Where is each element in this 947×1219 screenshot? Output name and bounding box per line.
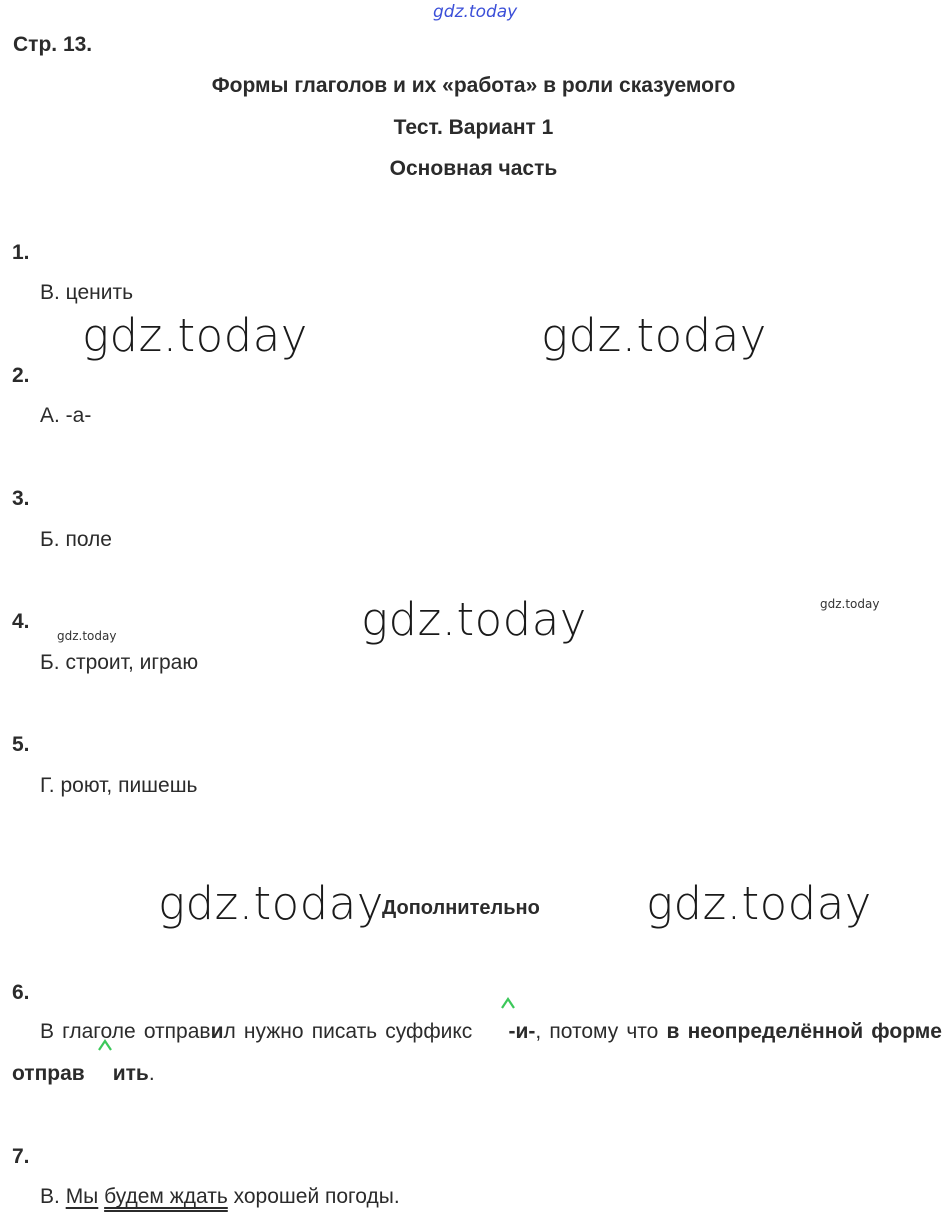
- section-main-title: Основная часть: [389, 157, 558, 180]
- page-reference: Стр. 13.: [13, 33, 93, 56]
- watermark-4: gdz.today: [158, 877, 384, 930]
- watermark-small-left: gdz.today: [57, 629, 117, 643]
- q6-text-2: нужно писать суффикс: [235, 1020, 481, 1043]
- watermark-5: gdz.today: [646, 877, 872, 930]
- watermark-top: gdz.today: [433, 2, 518, 22]
- question-6-number: 6.: [12, 981, 30, 1004]
- suffix-caret-icon: [98, 1039, 112, 1051]
- page-title: Формы глаголов и их «работа» в роли сказуемого: [211, 74, 736, 97]
- question-1-number: 1.: [12, 241, 30, 264]
- watermark-3: gdz.today: [361, 593, 587, 646]
- watermark-small-right: gdz.today: [820, 597, 880, 611]
- question-1-answer: В. ценить: [40, 281, 134, 304]
- q6-text-1: В глаголе: [40, 1020, 144, 1043]
- q6-text-3: , потому что: [535, 1020, 667, 1043]
- question-4-number: 4.: [12, 610, 30, 633]
- test-variant-title: Тест. Вариант 1: [393, 116, 554, 139]
- q6-text-4: .: [148, 1062, 155, 1085]
- suffix-caret-icon: [501, 997, 515, 1009]
- question-3-number: 3.: [12, 487, 30, 510]
- question-7-answer: [40, 1185, 400, 1209]
- q7-rest: хорошей погоды.: [227, 1185, 400, 1208]
- question-2-number: 2.: [12, 364, 30, 387]
- section-extra-title: Дополнительно: [382, 897, 540, 919]
- q6-bold-1: в неопределённой форме: [666, 1020, 942, 1043]
- question-6-answer: [12, 1011, 942, 1095]
- watermark-2: gdz.today: [541, 309, 767, 362]
- question-3-answer: Б. поле: [40, 528, 112, 551]
- question-4-answer: Б. строит, играю: [40, 651, 199, 674]
- watermark-1: gdz.today: [82, 309, 308, 362]
- q7-prefix: В.: [40, 1185, 66, 1208]
- q7-subject: Мы: [65, 1185, 99, 1208]
- q6-suffix: -и-: [480, 1011, 535, 1053]
- question-2-answer: А. -а-: [40, 404, 92, 427]
- question-5-number: 5.: [12, 733, 30, 756]
- question-7-number: 7.: [12, 1145, 30, 1168]
- q6-word-1: отправил: [143, 1020, 236, 1043]
- q7-predicate: будем ждать: [104, 1185, 228, 1208]
- q6-word-2: отправ ить: [12, 1062, 149, 1085]
- question-5-answer: Г. роют, пишешь: [40, 774, 198, 797]
